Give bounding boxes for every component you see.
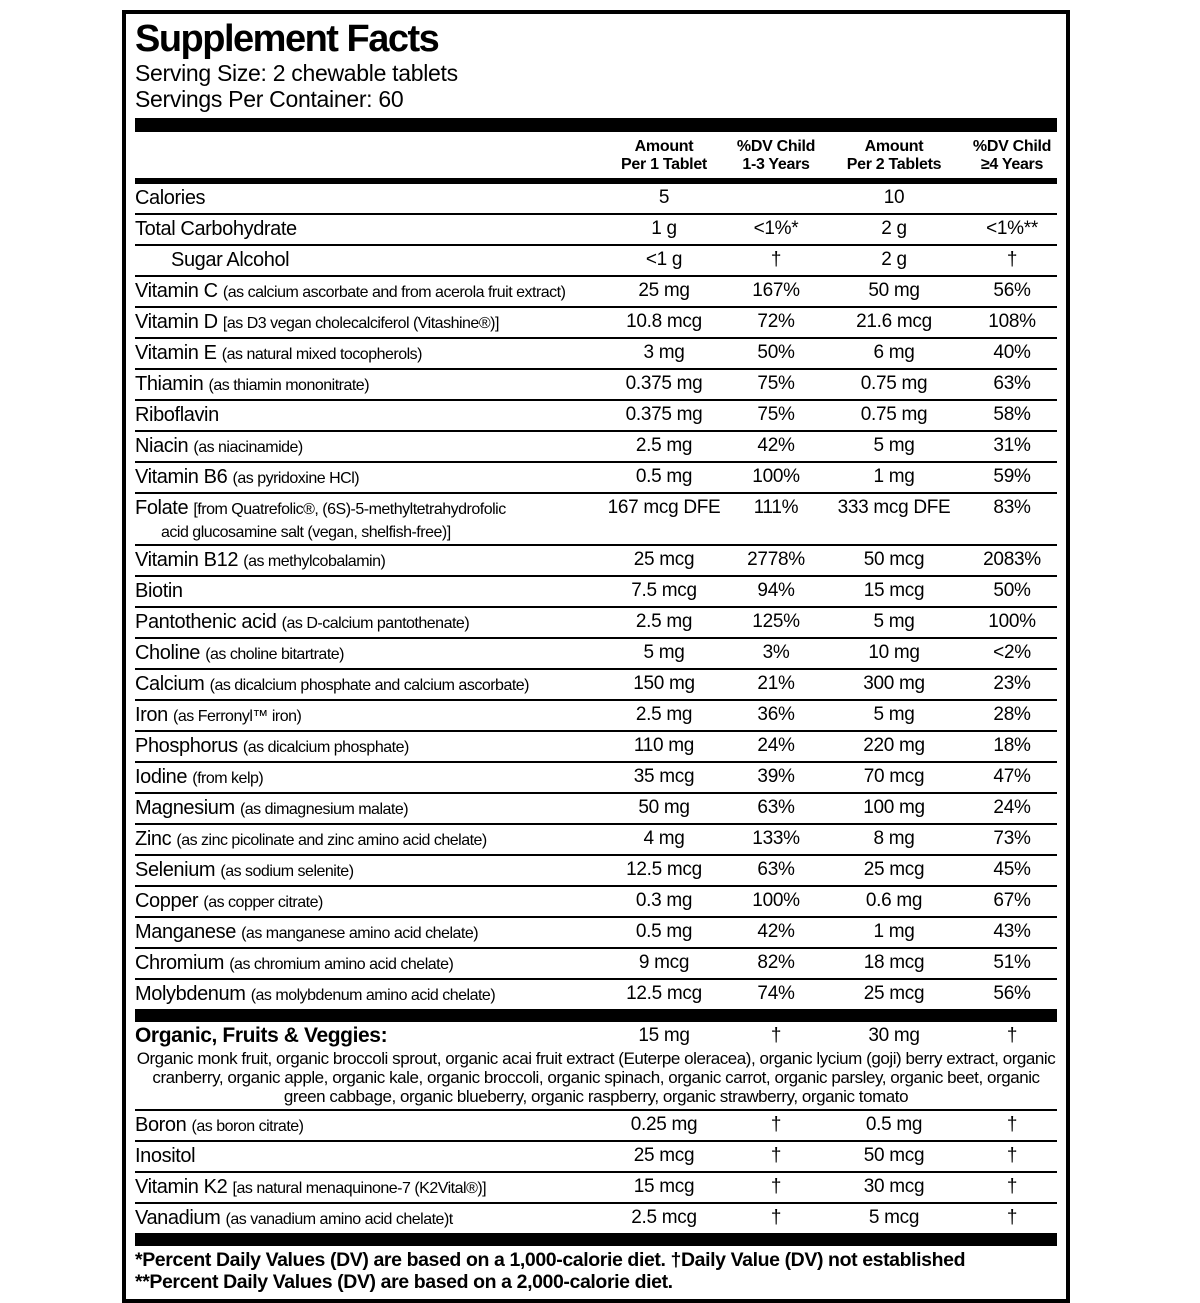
column-headers (135, 132, 1057, 178)
nutrient-form: [as D3 vegan cholecalciferol (Vitashine®)] (222, 315, 499, 332)
nutrient-form: (as D-calcium pantothenate) (281, 615, 470, 632)
dv-child-1-3: 72% (757, 311, 795, 332)
nutrient-form: [as natural menaquinone-7 (K2Vital®)] (232, 1180, 487, 1197)
nutrient-row (135, 856, 1057, 887)
nutrient-form: (as methylcobalamin) (243, 553, 386, 570)
nutrient-form: (as boron citrate) (191, 1118, 304, 1135)
amount-per-2-tablets: 50 mg (868, 280, 920, 301)
dv-child-4plus: † (1006, 1207, 1018, 1228)
dv-child-4plus: † (1006, 249, 1018, 270)
nutrient-name: Thiamin (135, 373, 204, 395)
amount-per-2-tablets: 0.75 mg (860, 373, 928, 394)
dv-child-4plus: 28% (993, 704, 1031, 725)
nutrient-row (135, 246, 1057, 277)
amount-per-2-tablets: 300 mg (863, 673, 925, 694)
dv-child-1-3: † (770, 249, 782, 270)
divider-section-organic (135, 1009, 1057, 1022)
nutrient-form: (as vanadium amino acid chelate)t (225, 1211, 453, 1228)
amount-per-1-tablet: 15 mcg (633, 1176, 695, 1197)
dv-child-1-3: 125% (752, 611, 800, 632)
dv-child-4plus: 58% (993, 404, 1031, 425)
divider-thick-top (135, 118, 1057, 132)
nutrient-row (135, 887, 1057, 918)
column-header-amount-2-tablets: Amount Per 2 Tablets (846, 138, 942, 173)
dv-child-4plus: 51% (993, 952, 1031, 973)
nutrient-row (135, 980, 1057, 1009)
serving-size: Serving Size: 2 chewable tablets (135, 60, 458, 86)
nutrient-row (135, 277, 1057, 308)
amount-per-1-tablet: 25 mg (638, 280, 690, 301)
dv-child-4plus: 18% (993, 735, 1031, 756)
dv-child-1-3: 42% (757, 921, 795, 942)
amount-per-2-tablets: 2 g (881, 249, 907, 270)
nutrient-name: Inositol (135, 1145, 196, 1167)
organic-ingredients-list: Organic monk fruit, organic broccoli sprout, organic acai fruit extract (Euterpe oleracea), organic lycium (goji) berry extract, organic cranberry, organic apple, organic kale, organic broccoli, organic spinach, organic carrot, organic parsley, organic beet, organic green cabbage, organic blueberry, organic raspberry, organic strawberry, organic tomato (135, 1049, 1057, 1111)
nutrient-name: Vitamin D (135, 311, 218, 333)
dv-child-1-3: 100% (752, 890, 800, 911)
amount-per-2-tablets: 25 mcg (863, 859, 925, 880)
dv-child-4plus: 63% (993, 373, 1031, 394)
amount-per-1-tablet: 7.5 mcg (631, 580, 697, 601)
nutrient-form: (as calcium ascorbate and from acerola fruit extract) (222, 284, 566, 301)
amount-per-1-tablet: 2.5 mcg (631, 1207, 697, 1228)
amount-per-2-tablets: 333 mcg DFE (837, 497, 951, 518)
dv-child-1-3: 3% (762, 642, 790, 663)
amount-per-2-tablets: 8 mg (873, 828, 915, 849)
nutrient-name: Copper (135, 890, 199, 912)
nutrient-name: Riboflavin (135, 404, 219, 426)
nutrient-form: (as copper citrate) (203, 894, 323, 911)
nutrient-row (135, 670, 1057, 701)
nutrient-form: (as manganese amino acid chelate) (241, 925, 479, 942)
amount-per-2-tablets: 70 mcg (863, 766, 925, 787)
column-header-amount-1-tablet: Amount Per 1 Tablet (621, 138, 707, 173)
amount-per-1-tablet: 4 mg (643, 828, 685, 849)
amount-per-2-tablets: 50 mcg (863, 1145, 925, 1166)
dv-child-4plus: † (1006, 1176, 1018, 1197)
dv-child-1-3: † (770, 1176, 782, 1197)
dv-child-1-3: 100% (752, 466, 800, 487)
dv-child-1-3: 133% (752, 828, 800, 849)
dv-child-4plus: 56% (993, 280, 1031, 301)
supplement-facts-table-bottom (135, 1111, 1057, 1233)
nutrient-row (135, 370, 1057, 401)
column-header-dv-child-1-3: %DV Child 1-3 Years (736, 138, 816, 173)
dv-child-1-3: 94% (757, 580, 795, 601)
amount-per-2-tablets: 30 mg (868, 1025, 920, 1046)
amount-per-2-tablets: 18 mcg (863, 952, 925, 973)
amount-per-1-tablet: 25 mcg (633, 1145, 695, 1166)
supplement-facts-label (122, 10, 1070, 1303)
nutrient-row (135, 494, 1057, 546)
dv-child-4plus: 47% (993, 766, 1031, 787)
dv-child-4plus: 83% (993, 497, 1031, 518)
organic-title: Organic, Fruits & Veggies: (135, 1024, 388, 1047)
dv-child-4plus: 67% (993, 890, 1031, 911)
amount-per-2-tablets: 15 mcg (863, 580, 925, 601)
dv-child-4plus: † (1006, 1114, 1018, 1135)
nutrient-row (135, 949, 1057, 980)
nutrient-name: Calcium (135, 673, 205, 695)
amount-per-2-tablets: 30 mcg (863, 1176, 925, 1197)
dv-child-4plus: 59% (993, 466, 1031, 487)
nutrient-form: (as dimagnesium malate) (239, 801, 409, 818)
amount-per-2-tablets: 6 mg (873, 342, 915, 363)
nutrient-row (135, 825, 1057, 856)
nutrient-name: Total Carbohydrate (135, 218, 297, 240)
dv-child-1-3: 50% (757, 342, 795, 363)
amount-per-1-tablet: 9 mcg (638, 952, 690, 973)
amount-per-1-tablet: 10.8 mcg (626, 311, 702, 332)
amount-per-2-tablets: 1 mg (873, 921, 915, 942)
amount-per-2-tablets: 5 mcg (868, 1207, 920, 1228)
nutrient-name: Vitamin B6 (135, 466, 228, 488)
dv-child-4plus: 23% (993, 673, 1031, 694)
nutrient-form: (as thiamin mononitrate) (208, 377, 370, 394)
dv-child-1-3: 63% (757, 859, 795, 880)
dv-child-1-3: 2778% (747, 549, 805, 570)
dv-child-1-3: 82% (757, 952, 795, 973)
nutrient-name: Chromium (135, 952, 225, 974)
dv-child-1-3: † (770, 1114, 782, 1135)
nutrient-name: Boron (135, 1114, 187, 1136)
dv-child-4plus: 40% (993, 342, 1031, 363)
nutrient-form: (as choline bitartrate) (205, 646, 344, 663)
dv-child-4plus: <1%** (986, 218, 1038, 239)
dv-child-1-3: 75% (757, 404, 795, 425)
amount-per-1-tablet: <1 g (645, 249, 683, 270)
nutrient-row (135, 432, 1057, 463)
nutrient-form: (as chromium amino acid chelate) (229, 956, 454, 973)
nutrient-form: (as molybdenum amino acid chelate) (250, 987, 496, 1004)
dv-child-1-3: † (770, 1207, 782, 1228)
nutrient-row (135, 1204, 1057, 1233)
nutrient-name: Biotin (135, 580, 183, 602)
nutrient-name: Phosphorus (135, 735, 238, 757)
footnote-1000-calorie: *Percent Daily Values (DV) are based on a 1,000-calorie diet. †Daily Value (DV) not established (135, 1249, 966, 1271)
nutrient-row (135, 1173, 1057, 1204)
amount-per-1-tablet: 0.375 mg (625, 373, 703, 394)
amount-per-1-tablet: 150 mg (633, 673, 695, 694)
nutrient-name: Molybdenum (135, 983, 246, 1005)
amount-per-1-tablet: 5 (658, 187, 670, 208)
nutrient-name: Niacin (135, 435, 189, 457)
nutrient-form: (as Ferronyl™ iron) (173, 708, 302, 725)
nutrient-name: Pantothenic acid (135, 611, 277, 633)
nutrient-name: Magnesium (135, 797, 235, 819)
dv-child-4plus: <2% (993, 642, 1031, 663)
nutrient-row (135, 308, 1057, 339)
dv-child-1-3: 21% (757, 673, 795, 694)
amount-per-2-tablets: 100 mg (863, 797, 925, 818)
amount-per-2-tablets: 5 mg (873, 704, 915, 725)
amount-per-2-tablets: 0.5 mg (865, 1114, 923, 1135)
nutrient-name: Iodine (135, 766, 188, 788)
column-header-dv-child-4plus: %DV Child ≥4 Years (972, 138, 1052, 173)
amount-per-1-tablet: 50 mg (638, 797, 690, 818)
organic-fruits-veggies-row (135, 1022, 1057, 1049)
nutrient-row (135, 701, 1057, 732)
nutrient-row (135, 339, 1057, 370)
dv-child-4plus: 56% (993, 983, 1031, 1004)
nutrient-name: Iron (135, 704, 168, 726)
amount-per-1-tablet: 12.5 mcg (626, 983, 702, 1004)
dv-child-4plus: 73% (993, 828, 1031, 849)
servings-per-container: Servings Per Container: 60 (135, 86, 404, 112)
nutrient-name: Folate (135, 497, 189, 519)
dv-child-1-3: 63% (757, 797, 795, 818)
nutrient-form: (as niacinamide) (193, 439, 303, 456)
dv-child-1-3: 74% (757, 983, 795, 1004)
nutrient-name: Vitamin K2 (135, 1176, 228, 1198)
nutrient-row (135, 546, 1057, 577)
nutrient-name: Calories (135, 187, 206, 209)
amount-per-1-tablet: 2.5 mg (635, 704, 693, 725)
dv-child-4plus: 31% (993, 435, 1031, 456)
nutrient-row (135, 1111, 1057, 1142)
amount-per-1-tablet: 2.5 mg (635, 611, 693, 632)
dv-child-1-3: 42% (757, 435, 795, 456)
amount-per-2-tablets: 1 mg (873, 466, 915, 487)
amount-per-2-tablets: 0.6 mg (865, 890, 923, 911)
label-title: Supplement Facts (135, 18, 439, 60)
nutrient-form: (as dicalcium phosphate) (242, 739, 409, 756)
divider-above-footnotes (135, 1233, 1057, 1246)
amount-per-1-tablet: 110 mg (633, 735, 695, 756)
dv-child-4plus: 100% (988, 611, 1036, 632)
amount-per-1-tablet: 35 mcg (633, 766, 695, 787)
nutrient-row (135, 401, 1057, 432)
nutrient-form: (as zinc picolinate and zinc amino acid chelate) (176, 832, 487, 849)
supplement-facts-table (135, 184, 1057, 1009)
nutrient-form: (as sodium selenite) (220, 863, 354, 880)
amount-per-2-tablets: 21.6 mcg (856, 311, 932, 332)
nutrient-form: (as dicalcium phosphate and calcium ascorbate) (209, 677, 530, 694)
amount-per-1-tablet: 2.5 mg (635, 435, 693, 456)
footnotes (135, 1246, 1057, 1293)
nutrient-row (135, 215, 1057, 246)
amount-per-1-tablet: 0.5 mg (635, 921, 693, 942)
nutrient-name: Vanadium (135, 1207, 221, 1229)
amount-per-2-tablets: 5 mg (873, 611, 915, 632)
nutrient-row (135, 577, 1057, 608)
dv-child-4plus: 2083% (983, 549, 1041, 570)
nutrient-name: Vitamin C (135, 280, 218, 302)
dv-child-1-3: † (770, 1025, 782, 1046)
amount-per-1-tablet: 3 mg (643, 342, 685, 363)
amount-per-1-tablet: 5 mg (643, 642, 685, 663)
nutrient-row (135, 1142, 1057, 1173)
amount-per-1-tablet: 0.3 mg (635, 890, 693, 911)
nutrient-row (135, 918, 1057, 949)
dv-child-1-3: 39% (757, 766, 795, 787)
dv-child-1-3: 75% (757, 373, 795, 394)
amount-per-2-tablets: 220 mg (863, 735, 925, 756)
nutrient-row (135, 639, 1057, 670)
amount-per-1-tablet: 1 g (651, 218, 677, 239)
nutrient-name: Manganese (135, 921, 236, 943)
dv-child-1-3: <1%* (753, 218, 799, 239)
amount-per-2-tablets: 2 g (881, 218, 907, 239)
amount-per-2-tablets: 25 mcg (863, 983, 925, 1004)
nutrient-name: Selenium (135, 859, 216, 881)
nutrient-form: (as natural mixed tocopherols) (221, 346, 423, 363)
nutrient-name: Vitamin E (135, 342, 217, 364)
amount-per-1-tablet: 25 mcg (633, 549, 695, 570)
dv-child-4plus: 50% (993, 580, 1031, 601)
dv-child-4plus: † (1006, 1025, 1018, 1046)
nutrient-name: Vitamin B12 (135, 549, 239, 571)
amount-per-1-tablet: 12.5 mcg (626, 859, 702, 880)
nutrient-name: Zinc (135, 828, 172, 850)
dv-child-4plus: 24% (993, 797, 1031, 818)
amount-per-2-tablets: 0.75 mg (860, 404, 928, 425)
nutrient-form: (from kelp) (192, 770, 264, 787)
amount-per-2-tablets: 10 (883, 187, 905, 208)
nutrient-form-line2: acid glucosamine salt (vegan, shelfish-free)] (161, 524, 451, 541)
amount-per-1-tablet: 15 mg (638, 1025, 690, 1046)
nutrient-row (135, 763, 1057, 794)
nutrient-row (135, 732, 1057, 763)
amount-per-1-tablet: 167 mcg DFE (607, 497, 721, 518)
dv-child-1-3: † (770, 1145, 782, 1166)
dv-child-1-3: 167% (752, 280, 800, 301)
dv-child-1-3: 111% (753, 497, 799, 518)
amount-per-2-tablets: 50 mcg (863, 549, 925, 570)
nutrient-name: Choline (135, 642, 201, 664)
nutrient-row (135, 184, 1057, 215)
nutrient-row (135, 463, 1057, 494)
dv-child-4plus: † (1006, 1145, 1018, 1166)
dv-child-1-3: 24% (757, 735, 795, 756)
dv-child-1-3: 36% (757, 704, 795, 725)
dv-child-4plus: 45% (993, 859, 1031, 880)
amount-per-1-tablet: 0.5 mg (635, 466, 693, 487)
dv-child-4plus: 108% (988, 311, 1036, 332)
amount-per-1-tablet: 0.375 mg (625, 404, 703, 425)
amount-per-1-tablet: 0.25 mg (630, 1114, 698, 1135)
footnote-2000-calorie: **Percent Daily Values (DV) are based on a 2,000-calorie diet. (135, 1271, 673, 1293)
nutrient-form: [from Quatrefolic®, (6S)-5-methyltetrahydrofolic (193, 501, 506, 518)
dv-child-4plus: 43% (993, 921, 1031, 942)
nutrient-name: Sugar Alcohol (171, 249, 290, 271)
nutrient-row (135, 608, 1057, 639)
nutrient-row (135, 794, 1057, 825)
nutrient-form: (as pyridoxine HCl) (232, 470, 360, 487)
amount-per-2-tablets: 10 mg (868, 642, 920, 663)
amount-per-2-tablets: 5 mg (873, 435, 915, 456)
